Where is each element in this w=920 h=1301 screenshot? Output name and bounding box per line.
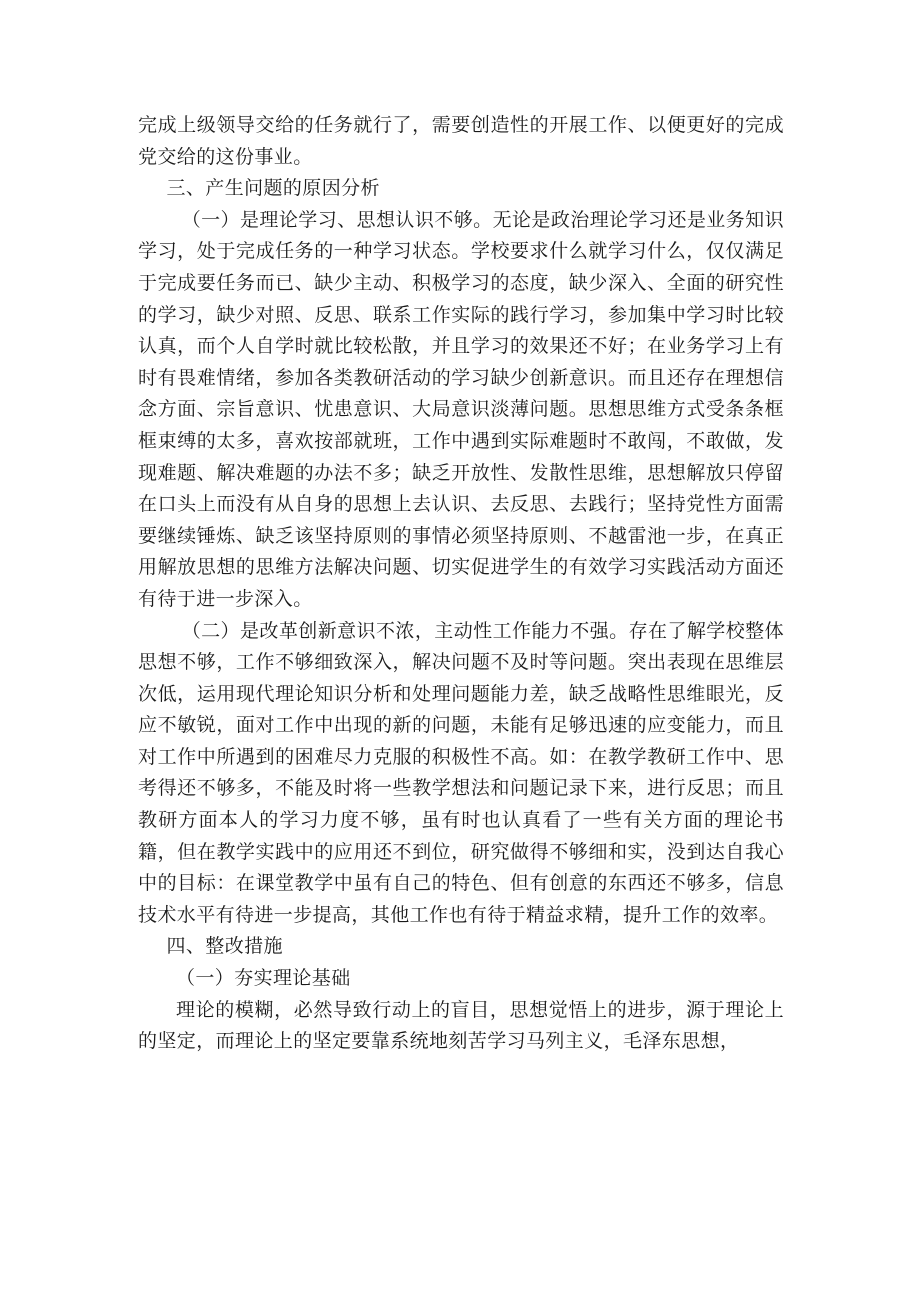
section-heading-causes: 三、产生问题的原因分析 <box>166 177 380 200</box>
paragraph-continuation: 完成上级领导交给的任务就行了，需要创造性的开展工作、以便更好的完成党交给的这份事业。 <box>138 114 784 168</box>
document-body <box>138 110 784 1058</box>
section-heading-measures: 四、整改措施 <box>166 935 283 958</box>
paragraph-theory: 理论的模糊，必然导致行动上的盲目，思想觉悟上的进步，源于理论上的坚定，而理论上的坚定要靠系统地刻苦学习马列主义，毛泽东思想， <box>138 998 784 1053</box>
subheading-theory-foundation: （一）夯实理论基础 <box>176 967 351 990</box>
paragraph-cause-two: （二）是改革创新意识不浓，主动性工作能力不强。存在了解学校整体思想不够，工作不够细致深入，解决问题不及时等问题。突出表现在思维层次低，运用现代理论知识分析和处理问题能力差，缺乏战略性思维眼光，反应不敏锐，面对工作中出现的新的问题，未能有足够迅速的应变能力，而且对工作中所遇到的困难尽力克服的积极性不高。如：在教学教研工作中、思考得还不够多，不能及时将一些教学想法和问题记录下来，进行反思；而且教研方面本人的学习力度不够，虽有时也认真看了一些有关方面的理论书籍，但在教学实践中的应用还不到位，研究做得不够细和实，没到达自我心中的目标：在课堂教学中虽有自己的特色、但有创意的东西还不够多，信息技术水平有待进一步提高，其他工作也有待于精益求精，提升工作的效率。 <box>138 619 784 926</box>
paragraph-cause-one: （一）是理论学习、思想认识不够。无论是政治理论学习还是业务知识学习，处于完成任务的一种学习状态。学校要求什么就学习什么，仅仅满足于完成要任务而已、缺少主动、积极学习的态度，缺少深入、全面的研究性的学习，缺少对照、反思、联系工作实际的践行学习，参加集中学习时比较认真，而个人自学时就比较松散，并且学习的效果还不好；在业务学习上有时有畏难情绪，参加各类教研活动的学习缺少创新意识。而且还存在理想信念方面、宗旨意识、忧患意识、大局意识淡薄问题。思想思维方式受条条框框束缚的太多，喜欢按部就班，工作中遇到实际难题时不敢闯，不敢做，发现难题、解决难题的办法不多；缺乏开放性、发散性思维，思想解放只停留在口头上而没有从自身的思想上去认识、去反思、去践行；坚持党性方面需要继续锤炼、缺乏该坚持原则的事情必须坚持原则、不越雷池一步，在真正用解放思想的思维方法解决问题、切实促进学生的有效学习实践活动方面还有待于进一步深入。 <box>138 208 784 610</box>
